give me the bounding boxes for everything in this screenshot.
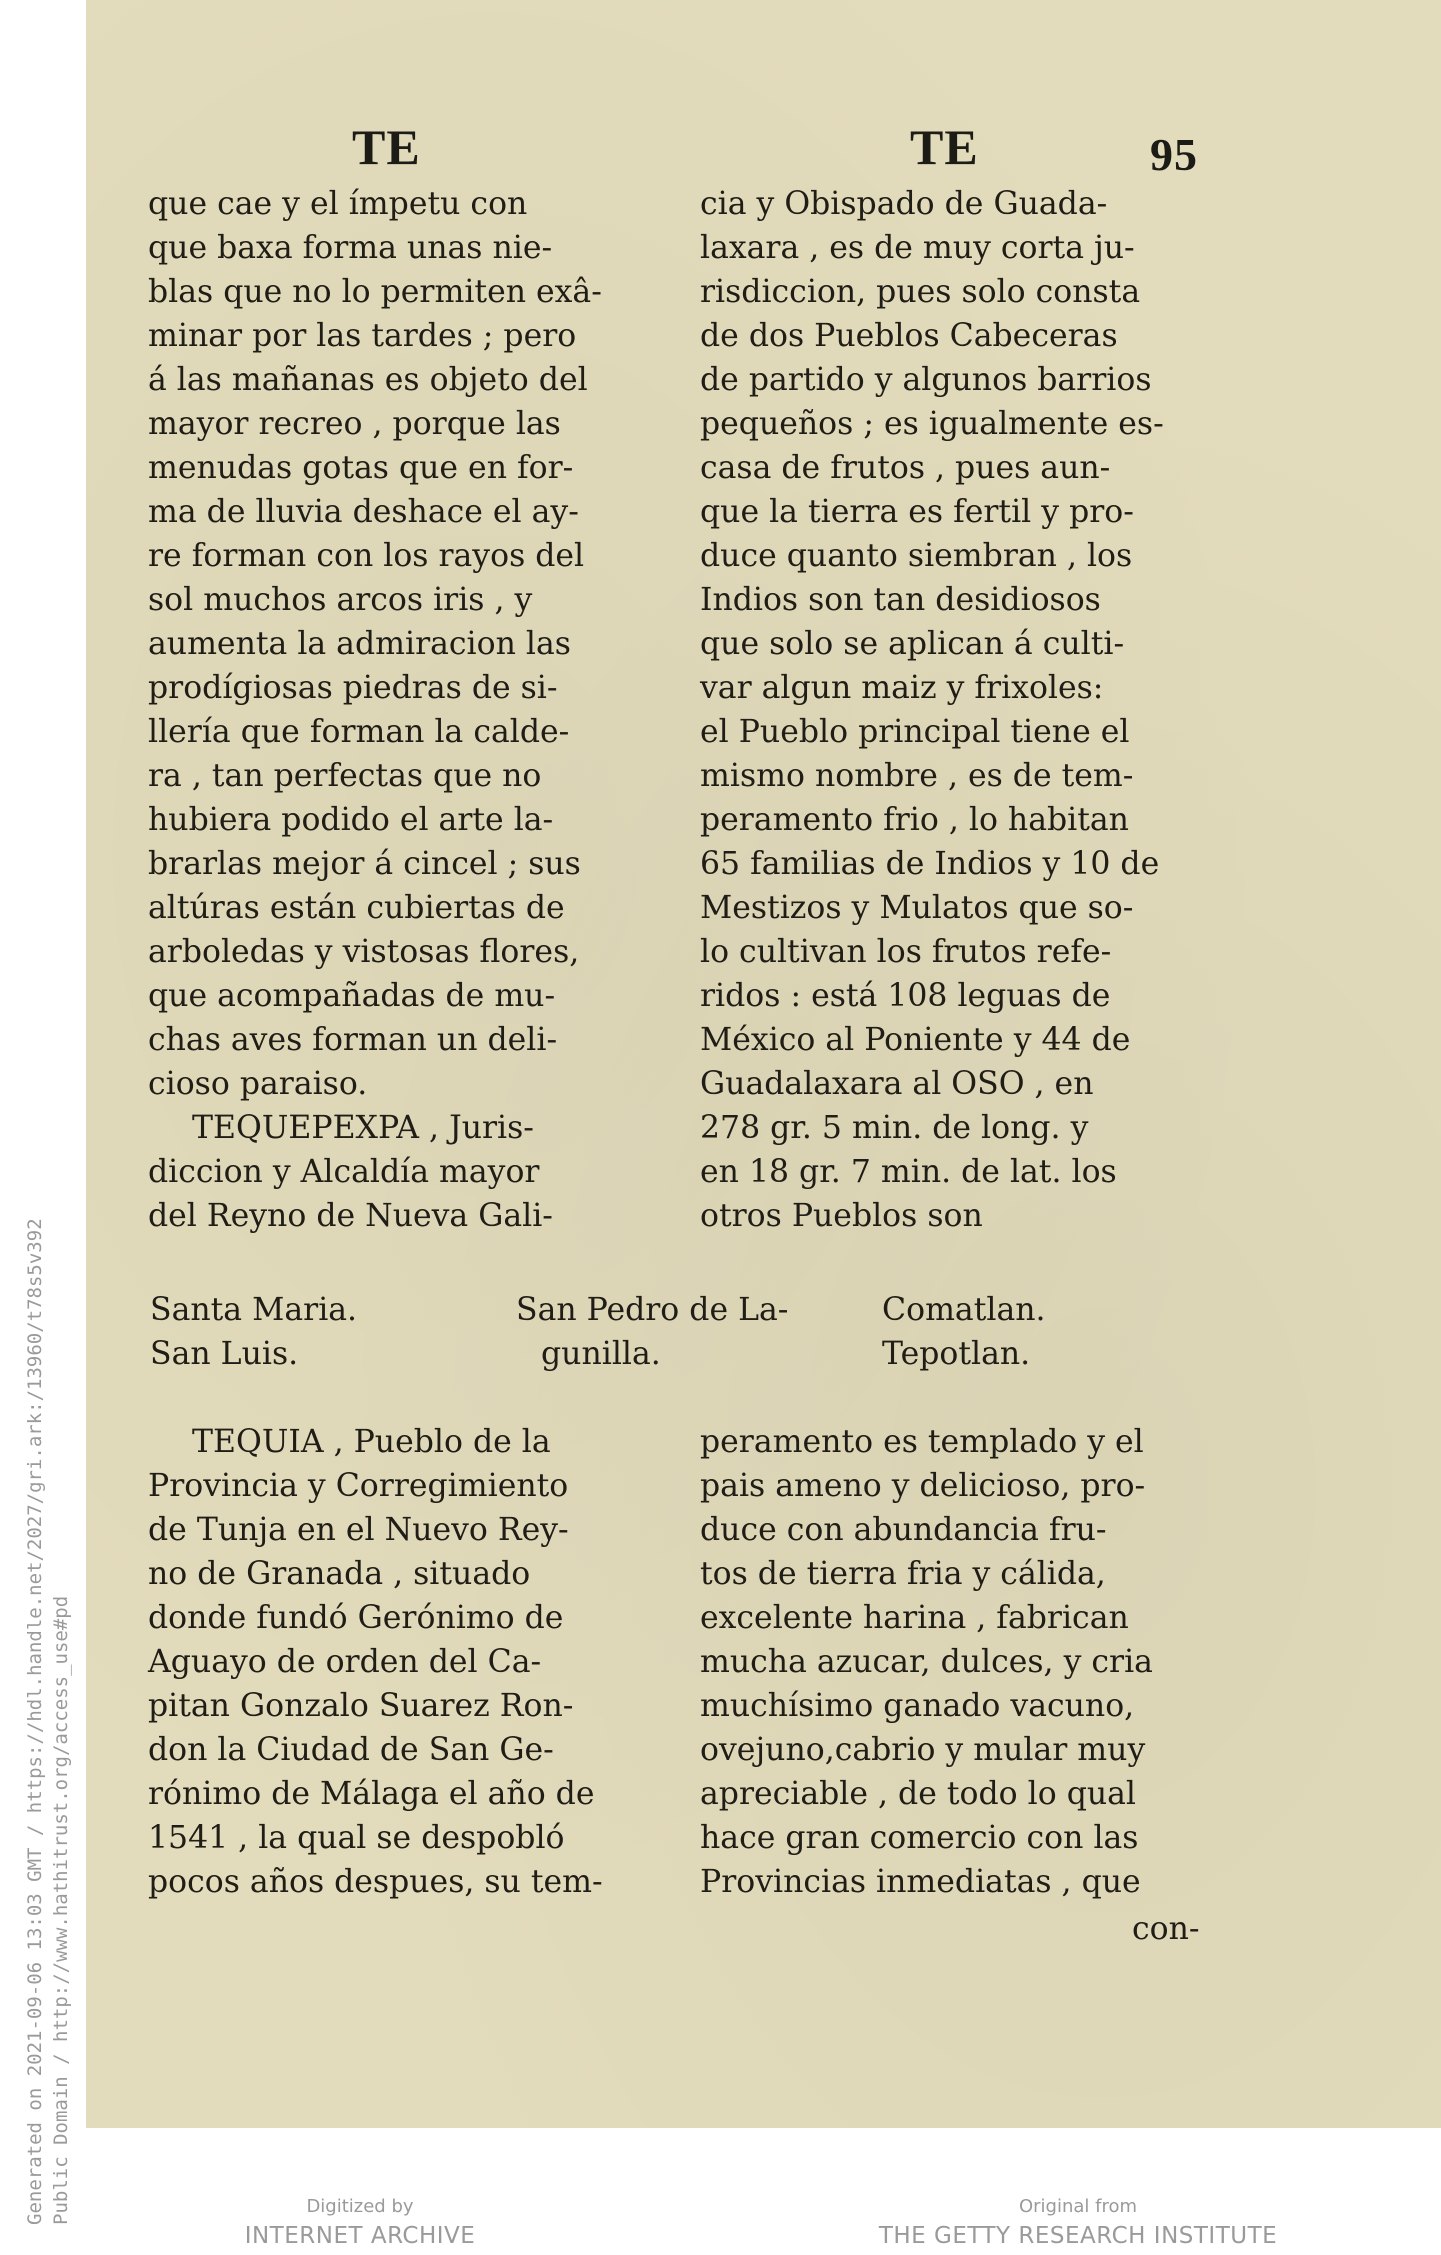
text-line: ovejuno,cabrio y mular muy <box>700 1732 1146 1768</box>
town-item: Santa Maria. <box>150 1292 358 1328</box>
town-item: San Pedro de La- <box>516 1292 789 1328</box>
town-list-col2 <box>516 1288 788 1376</box>
text-line: duce quanto siembran , los <box>700 538 1133 574</box>
text-line: brarlas mejor á cincel ; sus <box>148 846 581 882</box>
text-line: 1541 , la qual se despobló <box>148 1820 565 1856</box>
text-line: que cae y el ímpetu con <box>148 186 528 222</box>
text-line: ra , tan perfectas que no <box>148 758 542 794</box>
text-line: re forman con los rayos del <box>148 538 585 574</box>
left-column-text-2 <box>148 1420 658 1904</box>
text-line: aumenta la admiracion las <box>148 626 571 662</box>
text-line: que acompañadas de mu- <box>148 978 556 1014</box>
text-line: en 18 gr. 7 min. de lat. los <box>700 1154 1117 1190</box>
text-line: hace gran comercio con las <box>700 1820 1139 1856</box>
text-line: TEQUIA , Pueblo de la <box>192 1424 551 1460</box>
text-line: de partido y algunos barrios <box>700 362 1152 398</box>
text-line: var algun maiz y frixoles: <box>700 670 1104 706</box>
text-line: chas aves forman un deli- <box>148 1022 558 1058</box>
generation-note <box>22 1218 74 2225</box>
town-list-col1 <box>150 1288 357 1376</box>
town-item: Tepotlan. <box>882 1336 1031 1372</box>
footer-getty: THE GETTY RESEARCH INSTITUTE <box>878 2223 1278 2249</box>
catchword: con- <box>1132 1911 1200 1947</box>
right-column-text-2 <box>700 1420 1210 1904</box>
text-line: que la tierra es fertil y pro- <box>700 494 1134 530</box>
text-line: mismo nombre , es de tem- <box>700 758 1134 794</box>
text-line: TEQUEPEXPA , Juris- <box>192 1110 534 1146</box>
text-line: pitan Gonzalo Suarez Ron- <box>148 1688 574 1724</box>
text-line: Provincias inmediatas , que <box>700 1864 1141 1900</box>
text-line: Indios son tan desidiosos <box>700 582 1101 618</box>
text-line: duce con abundancia fru- <box>700 1512 1107 1548</box>
footer-internet-archive: INTERNET ARCHIVE <box>244 2223 476 2249</box>
text-line: que baxa forma unas nie- <box>148 230 553 266</box>
text-line: pais ameno y delicioso, pro- <box>700 1468 1146 1504</box>
footer-digitized-label: Digitized by <box>306 2196 414 2217</box>
text-line: de dos Pueblos Cabeceras <box>700 318 1118 354</box>
footer-original <box>868 2196 1288 2249</box>
town-item: gunilla. <box>541 1336 661 1372</box>
text-line: que solo se aplican á culti- <box>700 626 1125 662</box>
text-line: diccion y Alcaldía mayor <box>148 1154 540 1190</box>
text-line: rónimo de Málaga el año de <box>148 1776 595 1812</box>
text-line: casa de frutos , pues aun- <box>700 450 1111 486</box>
town-item: Comatlan. <box>882 1292 1046 1328</box>
text-line: 278 gr. 5 min. de long. y <box>700 1110 1089 1146</box>
text-line: arboledas y vistosas flores, <box>148 934 580 970</box>
text-line: muchísimo ganado vacuno, <box>700 1688 1135 1724</box>
text-line: laxara , es de muy corta ju- <box>700 230 1135 266</box>
text-line: risdiccion, pues solo consta <box>700 274 1141 310</box>
text-line: apreciable , de todo lo qual <box>700 1776 1137 1812</box>
text-line: donde fundó Gerónimo de <box>148 1600 564 1636</box>
left-running-header: TE <box>352 119 421 175</box>
right-column-text <box>700 182 1210 1238</box>
town-list-col3 <box>882 1288 1046 1376</box>
text-line: no de Granada , situado <box>148 1556 531 1592</box>
right-running-header: TE <box>910 119 979 175</box>
text-line: otros Pueblos son <box>700 1198 983 1234</box>
text-line: hubiera podido el arte la- <box>148 802 554 838</box>
text-line: 65 familias de Indios y 10 de <box>700 846 1160 882</box>
text-line: cia y Obispado de Guada- <box>700 186 1108 222</box>
text-line: prodígiosas piedras de si- <box>148 670 558 706</box>
footer-original-label: Original from <box>1018 2196 1138 2217</box>
left-column-text <box>148 182 658 1238</box>
text-line: ma de lluvia deshace el ay- <box>148 494 579 530</box>
text-line: el Pueblo principal tiene el <box>700 714 1130 750</box>
text-line: Mestizos y Mulatos que so- <box>700 890 1134 926</box>
text-line: á las mañanas es objeto del <box>148 362 588 398</box>
text-line: Guadalaxara al OSO , en <box>700 1066 1094 1102</box>
text-line: de Tunja en el Nuevo Rey- <box>148 1512 569 1548</box>
generation-note-line: Public Domain / http://www.hathitrust.org/access_use#pd <box>50 1595 72 2225</box>
footer-digitized <box>210 2196 510 2249</box>
text-line: altúras están cubiertas de <box>148 890 565 926</box>
text-line: lo cultivan los frutos refe- <box>700 934 1112 970</box>
text-line: tos de tierra fria y cálida, <box>700 1556 1106 1592</box>
text-line: peramento es templado y el <box>700 1424 1144 1460</box>
text-line: pocos años despues, su tem- <box>148 1864 603 1900</box>
text-line: excelente harina , fabrican <box>700 1600 1129 1636</box>
text-line: Provincia y Corregimiento <box>148 1468 569 1504</box>
text-line: don la Ciudad de San Ge- <box>148 1732 554 1768</box>
generation-note-line: Generated on 2021-09-06 13:03 GMT / https://hdl.handle.net/2027/gri.ark:/13960/t78s5v392 <box>24 1218 46 2225</box>
text-line: sol muchos arcos iris , y <box>148 582 533 618</box>
text-line: mucha azucar, dulces, y cria <box>700 1644 1153 1680</box>
text-line: pequeños ; es igualmente es- <box>700 406 1164 442</box>
page-number: 95 <box>1150 129 1198 180</box>
text-line: Aguayo de orden del Ca- <box>148 1644 542 1680</box>
text-line: mayor recreo , porque las <box>148 406 561 442</box>
text-line: ridos : está 108 leguas de <box>700 978 1111 1014</box>
town-item: San Luis. <box>150 1336 299 1372</box>
text-line: minar por las tardes ; pero <box>148 318 577 354</box>
text-line: llería que forman la calde- <box>148 714 570 750</box>
text-line: del Reyno de Nueva Gali- <box>148 1198 553 1234</box>
text-line: menudas gotas que en for- <box>148 450 574 486</box>
text-line: blas que no lo permiten exâ- <box>148 274 602 310</box>
text-line: México al Poniente y 44 de <box>700 1022 1131 1058</box>
text-line: peramento frio , lo habitan <box>700 802 1129 838</box>
text-line: cioso paraiso. <box>148 1066 368 1102</box>
